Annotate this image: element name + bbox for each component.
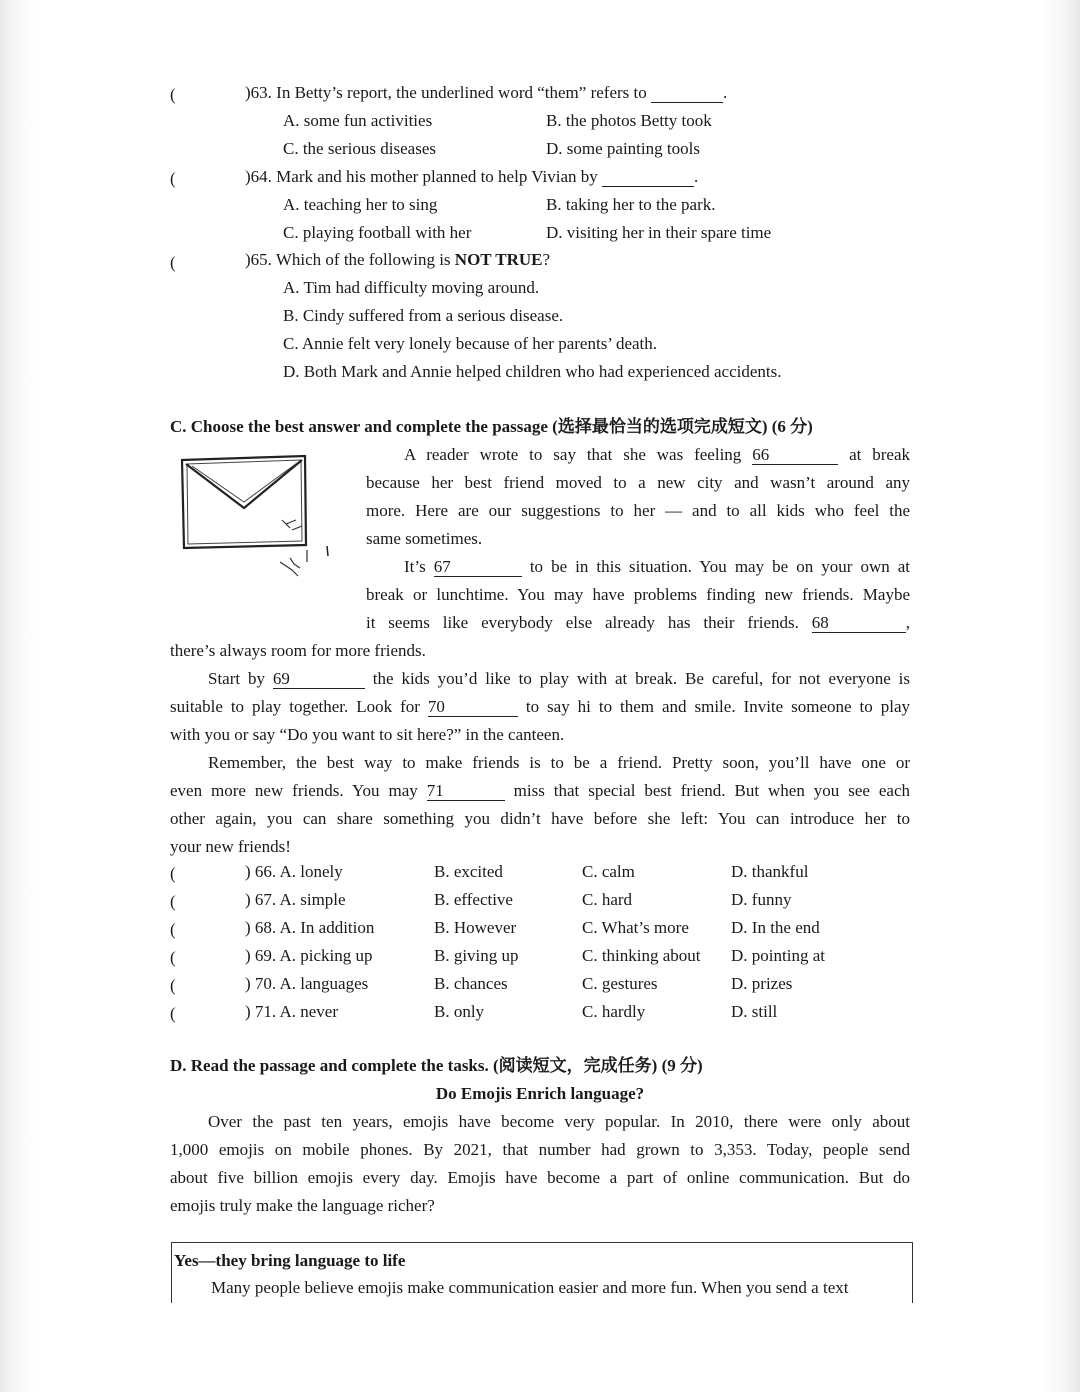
passage-c-p4-line2: [170, 780, 910, 802]
q65-stem: [245, 249, 550, 271]
choice-68-c: C. What’s more: [582, 918, 689, 937]
blank-71: 71: [427, 782, 505, 801]
p3-l2-post: to say hi to them and smile. Invite someone to play: [525, 697, 910, 716]
p1-l1-post: at break: [849, 445, 910, 464]
choice-71-d: D. still: [731, 1002, 778, 1021]
q64-option-a: A. teaching her to sing: [283, 195, 438, 214]
choice-67-b: B. effective: [434, 890, 513, 909]
section-c-heading: C. Choose the best answer and complete the passage (选择最恰当的选项完成短文) (6 分): [170, 417, 813, 436]
yes-box-text: Many people believe emojis make communication easier and more fun. When you send a text: [211, 1278, 849, 1297]
q63-stem: [245, 82, 727, 104]
blank-69: 69: [273, 670, 365, 689]
q65-stem-pre: )65. Which of the following is: [245, 250, 455, 269]
choice-70-a: ) 70. A. languages: [245, 974, 369, 993]
p2-l1-post: to be in this situation. You may be on your own at: [529, 557, 911, 576]
passage-c-p4-line1: Remember, the best way to make friends is to be a friend. Pretty soon, you’ll have one or: [208, 753, 910, 772]
q64-stem: [245, 166, 698, 188]
q63-option-a: A. some fun activities: [283, 111, 433, 130]
q65-option-a: A. Tim had difficulty moving around.: [283, 278, 540, 297]
q63-end: .: [722, 83, 728, 102]
choice-66-a: ) 66. A. lonely: [245, 862, 343, 881]
p2-l3-post: ,: [905, 613, 910, 632]
p4-l2-pre: even more new friends. You may: [170, 781, 418, 800]
section-d-heading: D. Read the passage and complete the tasks. (阅读短文，完成任务) (9 分): [170, 1056, 703, 1075]
q65-answer-paren: (: [170, 253, 176, 272]
q65-stem-post: ?: [542, 250, 551, 269]
choice-68-d: D. In the end: [731, 918, 820, 937]
passage-c-p3-line2: [170, 696, 910, 718]
choice-70-d: D. prizes: [731, 974, 793, 993]
yes-box-heading: Yes—they bring language to life: [174, 1251, 406, 1270]
choice-67-paren: (: [170, 892, 176, 911]
choice-67-a: ) 67. A. simple: [245, 890, 346, 909]
choice-71-b: B. only: [434, 1002, 485, 1021]
choice-71-c: C. hardly: [582, 1002, 646, 1021]
p1-l1-pre: A reader wrote to say that she was feeling: [404, 445, 742, 464]
p3-l2-pre: suitable to play together. Look for: [170, 697, 420, 716]
passage-c-p2-line1: [404, 556, 910, 578]
q63-option-b: B. the photos Betty took: [546, 111, 712, 130]
q63-blank: [651, 84, 723, 103]
choice-66-d: D. thankful: [731, 862, 809, 881]
choice-68-b: B. However: [434, 918, 517, 937]
choice-71-paren: (: [170, 1004, 176, 1023]
passage-c-p1-line3: more. Here are our suggestions to her — and to all kids who feel the: [366, 501, 910, 520]
passage-c-p2-line4: there’s always room for more friends.: [170, 641, 426, 660]
choice-70-b: B. chances: [434, 974, 508, 993]
p4-l2-post: miss that special best friend. But when you see each: [513, 781, 911, 800]
choice-68-a: ) 68. A. In addition: [245, 918, 375, 937]
q65-option-b: B. Cindy suffered from a serious disease.: [283, 306, 564, 325]
p2-l1-pre: It’s: [404, 557, 426, 576]
passage-c-p1-line2: because her best friend moved to a new city and wasn’t around any: [366, 473, 910, 492]
q63-option-c: C. the serious diseases: [283, 139, 436, 158]
q64-blank: [602, 168, 694, 187]
q64-end: .: [694, 167, 699, 186]
q63-stem-text: )63. In Betty’s report, the underlined word “them” refers to: [245, 83, 647, 102]
choice-66-b: B. excited: [434, 862, 503, 881]
passage-c-p3-line3: with you or say “Do you want to sit here?” in the canteen.: [170, 725, 565, 744]
q65-option-d: D. Both Mark and Annie helped children who had experienced accidents.: [283, 362, 782, 381]
blank-66: 66: [752, 446, 838, 465]
q63-answer-paren: (: [170, 85, 176, 104]
passage-c-p1-line4: same sometimes.: [366, 529, 483, 548]
choice-66-c: C. calm: [582, 862, 635, 881]
envelope-illustration: [172, 450, 347, 585]
choice-67-d: D. funny: [731, 890, 792, 909]
q63-option-d: D. some painting tools: [546, 139, 700, 158]
passage-d-line2: 1,000 emojis on mobile phones. By 2021, that number had grown to 3,353. Today, people send: [170, 1140, 910, 1159]
blank-70: 70: [428, 698, 518, 717]
choice-67-c: C. hard: [582, 890, 633, 909]
choice-69-a: ) 69. A. picking up: [245, 946, 373, 965]
q65-option-c: C. Annie felt very lonely because of her parents’ death.: [283, 334, 658, 353]
blank-67: 67: [434, 558, 522, 577]
passage-d-line1: Over the past ten years, emojis have become very popular. In 2010, there were only about: [208, 1112, 910, 1131]
passage-d-line3: about five billion emojis every day. Emojis have become a part of online communication. But do: [170, 1168, 910, 1187]
q64-answer-paren: (: [170, 169, 176, 188]
choice-69-b: B. giving up: [434, 946, 519, 965]
q64-stem-text: )64. Mark and his mother planned to help Vivian by: [245, 167, 598, 186]
passage-c-p4-line3: other again, you can share something you didn’t have before she left: You can introduce her to: [170, 809, 910, 828]
choice-69-c: C. thinking about: [582, 946, 701, 965]
p3-l1-post: the kids you’d like to play with at break. Be careful, for not everyone is: [372, 669, 910, 688]
q64-option-c: C. playing football with her: [283, 223, 472, 242]
choice-66-paren: (: [170, 864, 176, 883]
blank-68: 68: [812, 614, 906, 633]
choice-70-c: C. gestures: [582, 974, 658, 993]
choice-70-paren: (: [170, 976, 176, 995]
passage-d-title: Do Emojis Enrich language?: [435, 1084, 645, 1103]
passage-c-p2-line2: break or lunchtime. You may have problems finding new friends. Maybe: [366, 585, 910, 604]
q64-option-b: B. taking her to the park.: [546, 195, 716, 214]
passage-d-line4: emojis truly make the language richer?: [170, 1196, 435, 1215]
passage-c-p3-line1: [208, 668, 910, 690]
q65-stem-bold: NOT TRUE: [454, 250, 543, 269]
q64-option-d: D. visiting her in their spare time: [546, 223, 772, 242]
p2-l3-pre: it seems like everybody else already has their friends.: [366, 613, 799, 632]
choice-68-paren: (: [170, 920, 176, 939]
p3-l1-pre: Start by: [208, 669, 265, 688]
passage-c-p2-line3: [366, 612, 910, 634]
passage-c-p1-line1: [404, 444, 910, 466]
passage-c-p4-line4: your new friends!: [170, 837, 291, 856]
choice-69-paren: (: [170, 948, 176, 967]
choice-71-a: ) 71. A. never: [245, 1002, 339, 1021]
choice-69-d: D. pointing at: [731, 946, 825, 965]
